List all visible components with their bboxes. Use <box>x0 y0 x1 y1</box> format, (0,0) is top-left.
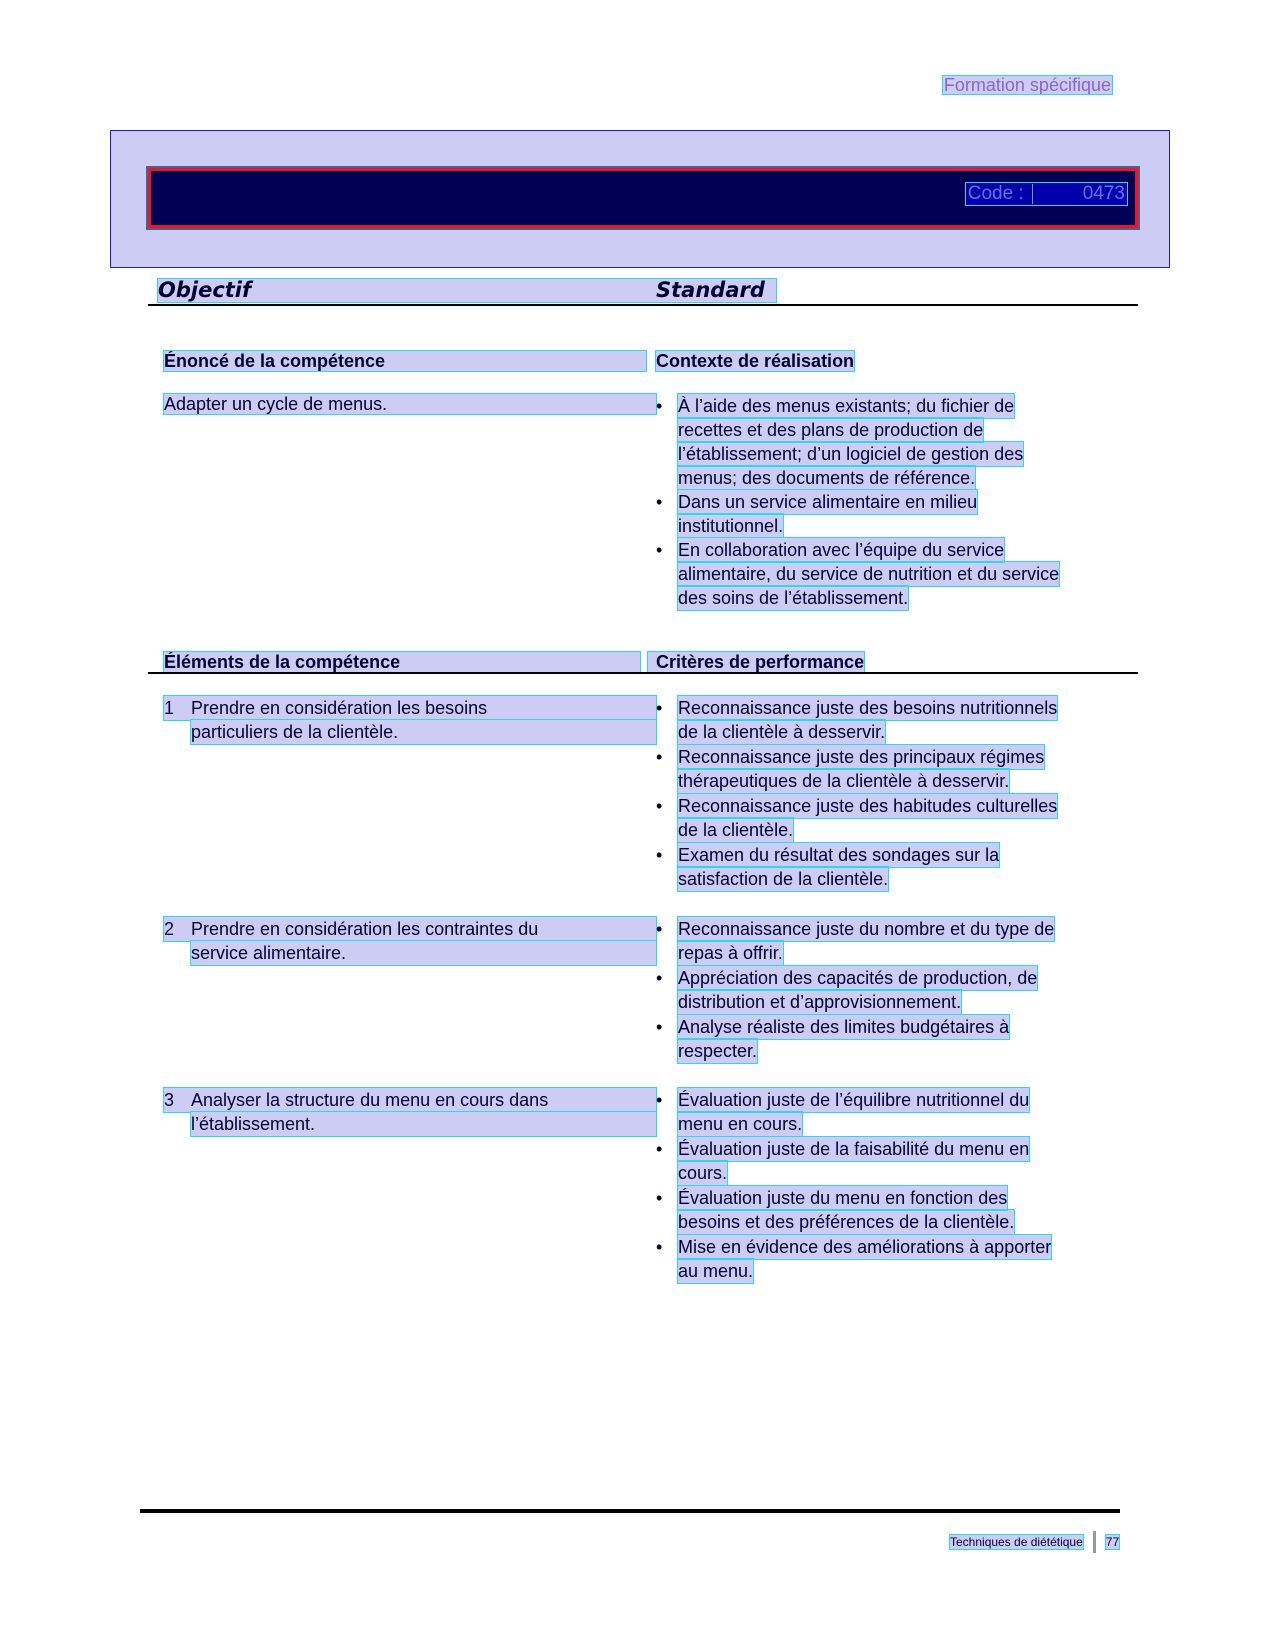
critere-line: Mise en évidence des améliorations à apporter <box>678 1237 1052 1257</box>
element-1 <box>164 696 656 720</box>
headline-rule <box>148 304 1138 306</box>
enonce-text: Adapter un cycle de menus. <box>164 394 656 414</box>
competency-title-bar <box>148 168 1138 228</box>
critere-line: au menu. <box>678 1261 754 1281</box>
element-number: 3 <box>164 1090 175 1110</box>
critere-line: thérapeutiques de la clientèle à desservir. <box>678 771 1010 791</box>
bullet-icon: • <box>656 919 663 939</box>
critere-line: Évaluation juste de l’équilibre nutritionnel du <box>678 1090 1030 1110</box>
element-2-cont: service alimentaire. <box>191 941 656 965</box>
element-line: Analyser la structure du menu en cours dans <box>191 1090 549 1110</box>
bullet-icon: • <box>656 1188 663 1208</box>
contexte-line: des soins de l’établissement. <box>678 588 909 608</box>
contexte-line: En collaboration avec l’équipe du service <box>678 540 1005 560</box>
code-field <box>966 183 1127 205</box>
contexte-line: À l’aide des menus existants; du fichier de <box>678 396 1015 416</box>
critere-line: respecter. <box>678 1041 758 1061</box>
critere-item <box>656 966 1037 1014</box>
critere-line: besoins et des préférences de la clientèle. <box>678 1212 1015 1232</box>
contexte-line: l’établissement; d’un logiciel de gestion des <box>678 444 1024 464</box>
elements-heading: Éléments de la compétence <box>164 652 640 672</box>
contexte-line: menus; des documents de référence. <box>678 468 976 488</box>
footer-program: Techniques de diététique <box>950 1535 1083 1549</box>
critere-line: repas à offrir. <box>678 943 783 963</box>
critere-item <box>656 1186 1014 1234</box>
code-separator <box>1032 184 1033 204</box>
elements-rule <box>148 672 1138 674</box>
critere-line: de la clientèle à desservir. <box>678 722 886 742</box>
element-line: Prendre en considération les besoins <box>191 698 488 718</box>
objectif-standard-heading <box>158 279 776 302</box>
critere-item <box>656 696 1057 744</box>
critere-item <box>656 1235 1051 1283</box>
contexte-item <box>656 538 1059 610</box>
element-3 <box>164 1088 656 1112</box>
bullet-icon: • <box>656 492 663 512</box>
bullet-icon: • <box>656 1139 663 1159</box>
bullet-icon: • <box>656 747 663 767</box>
element-2 <box>164 917 656 941</box>
critere-line: Reconnaissance juste des habitudes culturelles <box>678 796 1058 816</box>
critere-item <box>656 1088 1029 1136</box>
element-line: Prendre en considération les contraintes du <box>191 919 539 939</box>
bullet-icon: • <box>656 845 663 865</box>
critere-line: Évaluation juste de la faisabilité du menu en <box>678 1139 1030 1159</box>
critere-line: Évaluation juste du menu en fonction des <box>678 1188 1008 1208</box>
bullet-icon: • <box>656 540 663 560</box>
critere-line: distribution et d’approvisionnement. <box>678 992 962 1012</box>
bullet-icon: • <box>656 1090 663 1110</box>
critere-line: Examen du résultat des sondages sur la <box>678 845 1000 865</box>
contexte-line: Dans un service alimentaire en milieu <box>678 492 978 512</box>
criteres-heading: Critères de performance <box>648 652 864 672</box>
contexte-line: institutionnel. <box>678 516 784 536</box>
standard-heading: Standard <box>656 278 765 302</box>
contexte-item <box>656 490 977 538</box>
critere-item <box>656 917 1054 965</box>
contexte-item <box>656 394 1023 490</box>
bullet-icon: • <box>656 698 663 718</box>
bullet-icon: • <box>656 968 663 988</box>
critere-line: Reconnaissance juste du nombre et du type de <box>678 919 1055 939</box>
critere-line: Reconnaissance juste des besoins nutritionnels <box>678 698 1058 718</box>
critere-item <box>656 1015 1009 1063</box>
critere-line: cours. <box>678 1163 728 1183</box>
element-3-cont: l’établissement. <box>191 1112 656 1136</box>
code-value: 0473 <box>1082 183 1125 204</box>
critere-item <box>656 1137 1029 1185</box>
footer-rule <box>140 1509 1120 1513</box>
element-number: 1 <box>164 698 175 718</box>
contexte-line: alimentaire, du service de nutrition et du service <box>678 564 1060 584</box>
critere-item <box>656 843 999 891</box>
bullet-icon: • <box>656 1017 663 1037</box>
element-number: 2 <box>164 919 175 939</box>
contexte-heading: Contexte de réalisation <box>656 351 855 371</box>
page-footer <box>950 1531 1119 1553</box>
section-header: Formation spécifique <box>943 75 1111 95</box>
critere-line: satisfaction de la clientèle. <box>678 869 889 889</box>
critere-line: Analyse réaliste des limites budgétaires à <box>678 1017 1010 1037</box>
bullet-icon: • <box>656 396 663 416</box>
bullet-icon: • <box>656 1237 663 1257</box>
critere-line: Reconnaissance juste des principaux régimes <box>678 747 1045 767</box>
page-number: 77 <box>1105 1535 1120 1549</box>
critere-line: de la clientèle. <box>678 820 794 840</box>
enonce-heading: Énoncé de la compétence <box>164 351 646 371</box>
critere-line: menu en cours. <box>678 1114 803 1134</box>
code-label: Code : <box>967 183 1024 204</box>
footer-separator <box>1093 1531 1096 1553</box>
critere-item <box>656 794 1057 842</box>
critere-item <box>656 745 1044 793</box>
objectif-heading: Objectif <box>158 278 252 302</box>
bullet-icon: • <box>656 796 663 816</box>
contexte-line: recettes et des plans de production de <box>678 420 984 440</box>
element-1-cont: particuliers de la clientèle. <box>191 720 656 744</box>
critere-line: Appréciation des capacités de production, de <box>678 968 1038 988</box>
